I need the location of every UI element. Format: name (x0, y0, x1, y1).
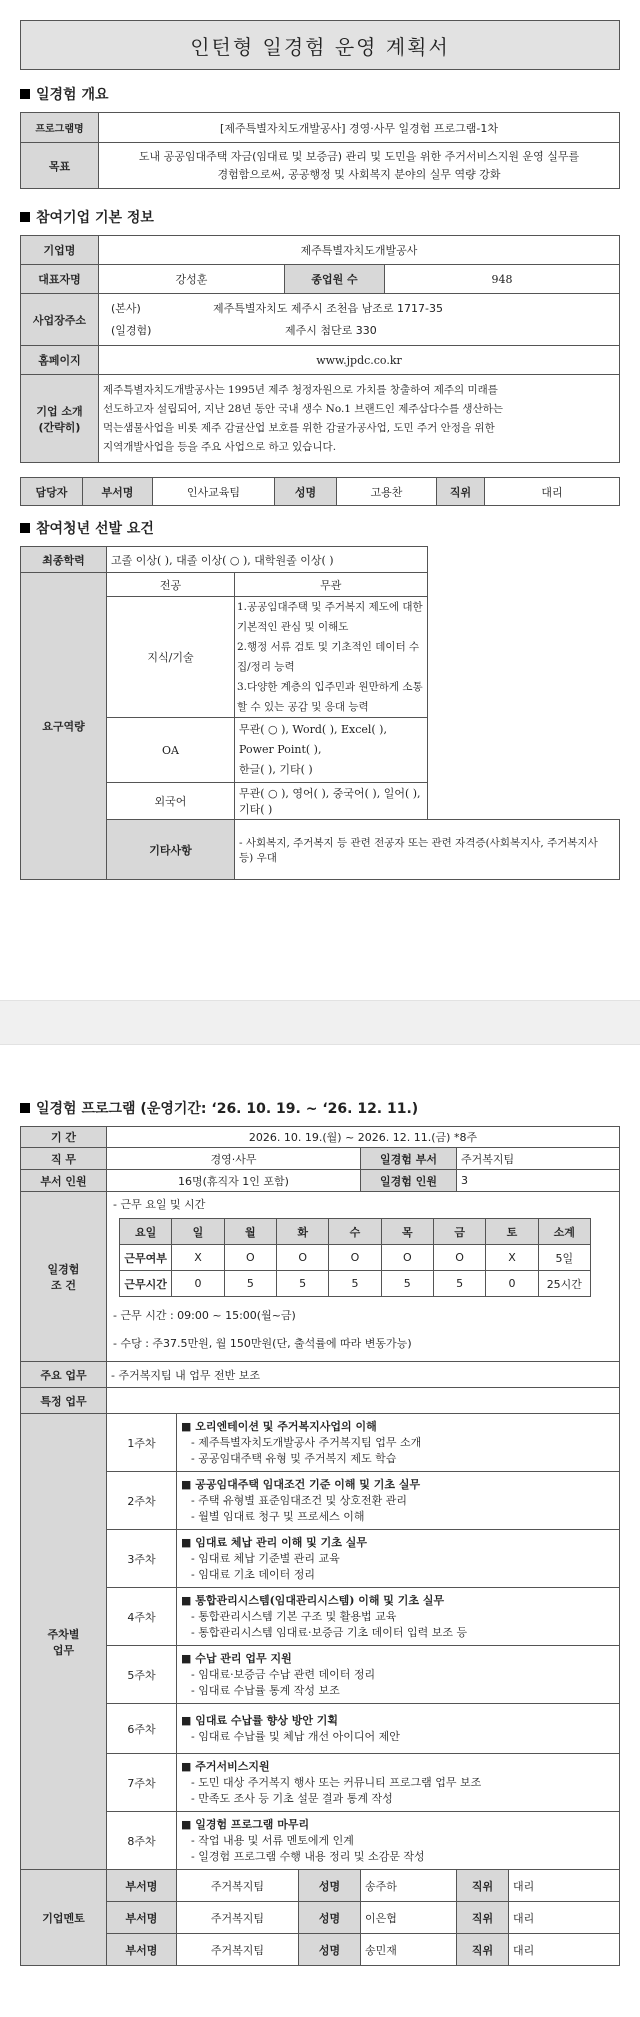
intro-value (99, 375, 620, 463)
ceo-value: 강성훈 (99, 265, 285, 294)
week-task-item: - 공공임대주택 유형 및 주거복지 제도 학습 (191, 1451, 397, 1465)
week-task-item: - 일경험 프로그램 수행 내용 정리 및 소감문 작성 (191, 1849, 425, 1863)
week-task-title: ■ 통합관리시스템(임대관리시스템) 이해 및 기초 실무 (181, 1593, 445, 1607)
schedule-cell: X (486, 1245, 538, 1271)
homepage-label: 홈페이지 (21, 346, 99, 375)
competency-label: 요구역량 (21, 573, 107, 880)
condition-label (21, 1192, 107, 1362)
work-dept-label: 일경험 부서 (361, 1148, 457, 1170)
period-label: 기 간 (21, 1127, 107, 1148)
schedule-cell: O (433, 1245, 485, 1271)
mentor-position-value: 대리 (509, 1870, 620, 1902)
section-title: 참여기업 기본 정보 (36, 210, 154, 226)
week-task-item: - 만족도 조사 등 기초 설문 결과 통계 작성 (191, 1791, 393, 1805)
week-task-item: - 월별 임대료 청구 및 프로세스 이해 (191, 1509, 365, 1523)
schedule-header: 수 (329, 1219, 381, 1245)
schedule-cell: 5 (224, 1271, 276, 1297)
manager-name-value: 고용찬 (337, 478, 437, 506)
week-number: 3주차 (107, 1530, 177, 1588)
schedule-header: 화 (276, 1219, 328, 1245)
education-label: 최종학력 (21, 547, 107, 573)
mentor-position-label: 직위 (457, 1934, 509, 1966)
mentor-position-value: 대리 (509, 1934, 620, 1966)
week-tasks (177, 1646, 620, 1704)
mentor-position-value: 대리 (509, 1902, 620, 1934)
language-value: 무관( ○ ), 영어( ), 중국어( ), 일어( ), 기타( ) (235, 783, 428, 820)
employee-count-value: 948 (385, 265, 620, 294)
program-value: [제주특별자치도개발공사] 경영·사무 일경험 프로그램-1차 (99, 113, 620, 143)
requirements-table (20, 546, 620, 880)
condition-hours: - 근무 시간 : 09:00 ~ 15:00(월~금) (113, 1309, 296, 1322)
schedule-cell: 25시간 (538, 1271, 590, 1297)
week-task-item: - 작업 내용 및 서류 멘토에게 인계 (191, 1833, 354, 1847)
schedule-cell: O (276, 1245, 328, 1271)
skill-label: 지식/기술 (107, 597, 235, 718)
week-number: 8주차 (107, 1812, 177, 1870)
manager-dept-label: 부서명 (83, 478, 153, 506)
mentor-name-value: 송주하 (361, 1870, 457, 1902)
schedule-cell: 5 (276, 1271, 328, 1297)
intern-count-label: 일경험 인원 (361, 1170, 457, 1192)
special-task-value (107, 1388, 620, 1414)
mentor-dept-label: 부서명 (107, 1870, 177, 1902)
company-label: 기업명 (21, 236, 99, 265)
square-bullet-icon (20, 212, 30, 222)
week-task-item: - 임대료 수납률 통계 작성 보조 (191, 1683, 340, 1697)
schedule-cell: O (224, 1245, 276, 1271)
intro-line: 지역개발사업을 등을 주요 사업으로 하고 있습니다. (103, 440, 337, 453)
mentor-name-label: 성명 (299, 1934, 361, 1966)
oa-line: 한글( ), 기타( ) (239, 763, 313, 776)
skill-item: 1.공공임대주택 및 주거복지 제도에 대한 기본적인 관심 및 이해도 (237, 601, 423, 633)
program-table (20, 1126, 620, 1966)
address-label: 사업장주소 (21, 294, 99, 346)
intro-line: 제주특별자치도개발공사는 1995년 제주 청정자원으로 가치를 창출하여 제주의 미래를 (103, 383, 498, 396)
intro-label (21, 375, 99, 463)
schedule-cell: 0 (172, 1271, 224, 1297)
goal-line: 경험함으로써, 공공행정 및 사회복지 분야의 실무 역량 강화 (217, 167, 501, 181)
week-tasks (177, 1472, 620, 1530)
week-number: 1주차 (107, 1414, 177, 1472)
schedule-cell: 5 (433, 1271, 485, 1297)
address-hq: 제주특별자치도 제주시 조천읍 남조로 1717-35 (213, 301, 443, 315)
intern-count-value: 3 (457, 1170, 620, 1192)
schedule-header: 목 (381, 1219, 433, 1245)
education-value: 고졸 이상( ), 대졸 이상( ○ ), 대학원졸 이상( ) (107, 547, 428, 573)
manager-position-label: 직위 (437, 478, 485, 506)
goal-value (99, 143, 620, 189)
section-heading-company (20, 207, 620, 227)
mentor-dept-label: 부서명 (107, 1902, 177, 1934)
page-2 (0, 1045, 640, 2017)
week-number: 5주차 (107, 1646, 177, 1704)
company-value: 제주특별자치도개발공사 (99, 236, 620, 265)
intro-line: 먹는샘물사업을 비롯 제주 감귤산업 보호를 위한 감귤가공사업, 도민 주거 안정을 위한 (103, 421, 495, 434)
section-heading-requirements (20, 518, 620, 538)
schedule-row (120, 1271, 591, 1297)
mentor-dept-value: 주거복지팀 (177, 1902, 299, 1934)
employee-count-label: 종업원 수 (285, 265, 385, 294)
week-tasks (177, 1588, 620, 1646)
address-work-tag: (일경험) (111, 323, 152, 337)
weekly-label-line: 주차별 (47, 1627, 80, 1641)
manager-table (20, 477, 620, 506)
week-task-title: ■ 오리엔테이션 및 주거복지사업의 이해 (181, 1419, 377, 1433)
week-task-title: ■ 임대료 수납률 향상 방안 기획 (181, 1713, 339, 1727)
page-separator (0, 1000, 640, 1045)
schedule-cell: X (172, 1245, 224, 1271)
work-dept-value: 주거복지팀 (457, 1148, 620, 1170)
condition-label-line: 일경험 (47, 1262, 80, 1276)
skill-item: 2.행정 서류 검토 및 기초적인 데이터 수집/정리 능력 (237, 641, 420, 673)
week-tasks (177, 1414, 620, 1472)
section-heading-overview (20, 84, 620, 104)
page-1 (0, 0, 640, 1000)
week-task-item: - 제주특별자치도개발공사 주거복지팀 업무 소개 (191, 1435, 422, 1449)
intro-line: 선도하고자 설립되어, 지난 28년 동안 국내 생수 No.1 브랜드인 제주삼다수를 생산하는 (103, 402, 503, 415)
section-title: 일경험 개요 (36, 87, 109, 103)
mentor-name-label: 성명 (299, 1902, 361, 1934)
schedule-header: 금 (433, 1219, 485, 1245)
weekly-label-line: 업무 (52, 1643, 75, 1657)
week-task-item: - 임대료 체납 기준별 관리 교육 (191, 1551, 340, 1565)
schedule-cell: 0 (486, 1271, 538, 1297)
etc-value: - 사회복지, 주거복지 등 관련 전공자 또는 관련 자격증(사회복지사, 주거복지사 등) 우대 (235, 820, 620, 880)
week-tasks (177, 1704, 620, 1754)
schedule-table (119, 1218, 591, 1297)
document-title: 인턴형 일경험 운영 계획서 (20, 20, 620, 70)
week-task-item: - 임대료 수납률 및 체납 개선 아이디어 제안 (191, 1729, 400, 1743)
skill-item: 3.다양한 계층의 입주민과 원만하게 소통할 수 있는 공감 및 응대 능력 (237, 681, 423, 713)
week-task-item: - 임대료·보증금 수납 관련 데이터 정리 (191, 1667, 376, 1681)
square-bullet-icon (20, 523, 30, 533)
schedule-cell: 5일 (538, 1245, 590, 1271)
mentor-label: 기업멘토 (21, 1870, 107, 1966)
mentor-dept-value: 주거복지팀 (177, 1934, 299, 1966)
week-task-item: - 통합관리시스템 기본 구조 및 활용법 교육 (191, 1609, 397, 1623)
mentor-name-value: 송민재 (361, 1934, 457, 1966)
main-task-value: - 주거복지팀 내 업무 전반 보조 (107, 1362, 620, 1388)
major-label: 전공 (107, 573, 235, 597)
overview-table (20, 112, 620, 189)
section-title: 일경험 프로그램 (운영기간: ‘26. 10. 19. ~ ‘26. 12. 11.) (36, 1101, 419, 1117)
job-label: 직 무 (21, 1148, 107, 1170)
major-value: 무관 (235, 573, 428, 597)
schedule-header: 토 (486, 1219, 538, 1245)
schedule-header: 요일 (120, 1219, 172, 1245)
special-task-label: 특정 업무 (21, 1388, 107, 1414)
condition-value (107, 1192, 620, 1362)
ceo-label: 대표자명 (21, 265, 99, 294)
schedule-cell: 근무여부 (120, 1245, 172, 1271)
oa-line: 무관( ○ ), Word( ), Excel( ), Power Point( ), (239, 723, 387, 756)
period-value: 2026. 10. 19.(월) ~ 2026. 12. 11.(금) *8주 (107, 1127, 620, 1148)
oa-value (235, 718, 428, 783)
weekly-label (21, 1414, 107, 1870)
square-bullet-icon (20, 89, 30, 99)
manager-dept-value: 인사교육팀 (153, 478, 275, 506)
schedule-cell: O (381, 1245, 433, 1271)
language-label: 외국어 (107, 783, 235, 820)
week-task-title: ■ 공공임대주택 임대조건 기준 이해 및 기초 실무 (181, 1477, 421, 1491)
week-task-title: ■ 수납 관리 업무 지원 (181, 1651, 292, 1665)
week-tasks (177, 1812, 620, 1870)
program-label: 프로그램명 (21, 113, 99, 143)
schedule-header: 월 (224, 1219, 276, 1245)
condition-pay: - 수당 : 주37.5만원, 월 150만원(단, 출석률에 따라 변동가능) (113, 1337, 412, 1350)
condition-label-line: 조 건 (50, 1278, 77, 1292)
mentor-position-label: 직위 (457, 1902, 509, 1934)
week-number: 4주차 (107, 1588, 177, 1646)
etc-label: 기타사항 (107, 820, 235, 880)
week-task-title: ■ 임대료 체납 관리 이해 및 기초 실무 (181, 1535, 367, 1549)
address-value (99, 294, 620, 346)
schedule-header: 일 (172, 1219, 224, 1245)
week-number: 7주차 (107, 1754, 177, 1812)
goal-label: 목표 (21, 143, 99, 189)
schedule-row (120, 1245, 591, 1271)
manager-label: 담당자 (21, 478, 83, 506)
week-task-title: ■ 주거서비스지원 (181, 1759, 270, 1773)
week-tasks (177, 1754, 620, 1812)
mentor-dept-value: 주거복지팀 (177, 1870, 299, 1902)
week-task-item: - 도민 대상 주거복지 행사 또는 커뮤니티 프로그램 업무 보조 (191, 1775, 482, 1789)
schedule-cell: 5 (381, 1271, 433, 1297)
week-task-item: - 주택 유형별 표준임대조건 및 상호전환 관리 (191, 1493, 407, 1507)
week-task-title: ■ 일경험 프로그램 마무리 (181, 1817, 310, 1831)
mentor-position-label: 직위 (457, 1870, 509, 1902)
week-task-item: - 통합관리시스템 임대료·보증금 기초 데이터 입력 보조 등 (191, 1625, 468, 1639)
homepage-link[interactable]: www.jpdc.co.kr (99, 346, 620, 375)
intro-label-line: 기업 소개 (36, 404, 83, 418)
staff-value: 16명(휴직자 1인 포함) (107, 1170, 361, 1192)
section-title: 참여청년 선발 요건 (36, 521, 154, 537)
address-hq-tag: (본사) (111, 301, 141, 315)
section-heading-program (20, 1098, 620, 1118)
intro-label-line: (간략히) (38, 420, 81, 434)
condition-intro: - 근무 요일 및 시간 (113, 1198, 206, 1211)
schedule-header: 소계 (538, 1219, 590, 1245)
manager-position-value: 대리 (485, 478, 620, 506)
week-task-item: - 임대료 기초 데이터 정리 (191, 1567, 315, 1581)
oa-label: OA (107, 718, 235, 783)
mentor-name-value: 이은협 (361, 1902, 457, 1934)
goal-line: 도내 공공임대주택 자금(임대료 및 보증금) 관리 및 도민을 위한 주거서비스지원 운영 실무를 (138, 149, 580, 163)
week-number: 2주차 (107, 1472, 177, 1530)
schedule-cell: O (329, 1245, 381, 1271)
manager-name-label: 성명 (275, 478, 337, 506)
main-task-label: 주요 업무 (21, 1362, 107, 1388)
staff-label: 부서 인원 (21, 1170, 107, 1192)
address-work: 제주시 첨단로 330 (285, 323, 377, 337)
schedule-cell: 근무시간 (120, 1271, 172, 1297)
square-bullet-icon (20, 1103, 30, 1113)
mentor-dept-label: 부서명 (107, 1934, 177, 1966)
company-table (20, 235, 620, 463)
week-tasks (177, 1530, 620, 1588)
mentor-name-label: 성명 (299, 1870, 361, 1902)
schedule-cell: 5 (329, 1271, 381, 1297)
skill-value (235, 597, 428, 718)
week-number: 6주차 (107, 1704, 177, 1754)
job-value: 경영·사무 (107, 1148, 361, 1170)
schedule-header-row (120, 1219, 591, 1245)
